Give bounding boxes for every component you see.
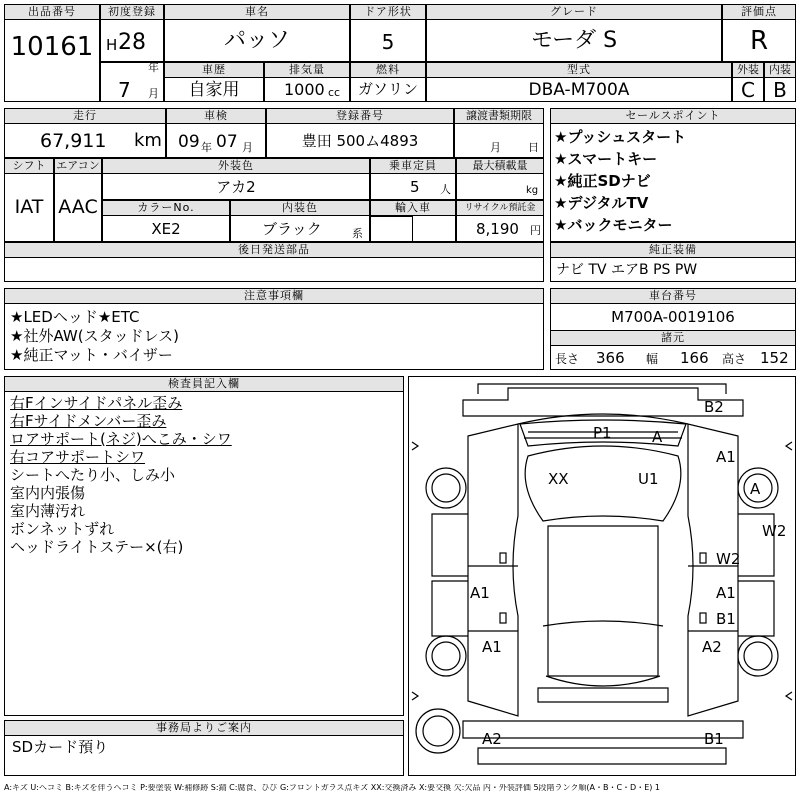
mark-a-wheel: A bbox=[750, 480, 761, 498]
max-load-label: 最大積載量 bbox=[456, 158, 544, 174]
cautions-label: 注意事項欄 bbox=[4, 288, 544, 304]
inspector-note: 右コアサポートシワ bbox=[10, 448, 146, 466]
ext-color: アカ2 bbox=[216, 178, 256, 196]
ac-label: エアコン bbox=[54, 158, 102, 174]
inspector-note: 右Fサイドメンバー歪み bbox=[10, 412, 167, 430]
inspection-year-unit: 年 bbox=[201, 141, 212, 154]
equipment-label: 純正装備 bbox=[550, 242, 796, 258]
first-registration-label: 初度登録 bbox=[100, 4, 164, 20]
width: 166 bbox=[680, 349, 709, 367]
sales-point-item: ★プッシュスタート bbox=[554, 128, 687, 146]
grade: モーダ S bbox=[530, 28, 618, 53]
legend: A:キズ U:ヘコミ B:キズを伴うヘコミ P:要塗装 W:補修跡 S:錆 C:腐食、ひび G:フロントガラス点キズ XX:交換済み X:要交換 欠:欠品 内・外装評価 5段階ランク順(A・B・C・D・E) 1 bbox=[4, 784, 661, 792]
displacement-unit: cc bbox=[328, 86, 341, 99]
sales-point-item: ★デジタルTV bbox=[554, 194, 649, 212]
inspection-year: 09 bbox=[178, 132, 200, 152]
car-name-label: 車名 bbox=[164, 4, 350, 20]
mark-xx: XX bbox=[548, 470, 569, 488]
width-label: 幅 bbox=[646, 352, 659, 366]
inspection-month-unit: 月 bbox=[242, 141, 253, 154]
score: R bbox=[749, 26, 769, 56]
lot-number-label: 出品番号 bbox=[4, 4, 100, 20]
recycle-amount: 8,190 bbox=[476, 220, 519, 238]
inspector-note: 右Fインサイドパネル歪み bbox=[10, 394, 183, 412]
int-color-unit: 系 bbox=[352, 227, 363, 240]
displacement-label: 排気量 bbox=[264, 62, 350, 78]
sales-point-item: ★純正SDナビ bbox=[554, 172, 651, 190]
first-reg-year: 28 bbox=[118, 30, 146, 55]
caution-item: ★LEDヘッド★ETC bbox=[10, 308, 140, 326]
mark-a1-right-door: A1 bbox=[716, 584, 736, 602]
ext-grade-label: 外装 bbox=[732, 62, 764, 78]
spec-label: 諸元 bbox=[550, 330, 796, 346]
era: H bbox=[106, 36, 118, 54]
score-label: 評価点 bbox=[722, 4, 796, 20]
chassis-label: 車台番号 bbox=[550, 288, 796, 304]
mark-b1-bottom: B1 bbox=[704, 730, 724, 748]
length: 366 bbox=[596, 349, 625, 367]
mark-u1: U1 bbox=[638, 470, 659, 488]
sales-points-label: セールスポイント bbox=[550, 108, 796, 124]
inspector-note: 室内薄汚れ bbox=[10, 502, 86, 520]
sales-points-list bbox=[554, 130, 794, 240]
lot-number: 10161 bbox=[10, 32, 94, 62]
mark-w2-door: W2 bbox=[716, 550, 741, 568]
model: DBA-M700A bbox=[528, 80, 630, 100]
mark-b2-top: B2 bbox=[704, 398, 724, 416]
inspection-label: 車検 bbox=[166, 108, 266, 124]
mileage-label: 走行 bbox=[4, 108, 166, 124]
mark-a2-bottom: A2 bbox=[482, 730, 502, 748]
inspector-note: ボンネットずれ bbox=[10, 520, 115, 538]
sales-point-item: ★スマートキー bbox=[554, 150, 658, 168]
capacity-label: 乗車定員 bbox=[370, 158, 456, 174]
month-unit: 月 bbox=[148, 87, 159, 100]
mark-a2-right-rear: A2 bbox=[702, 638, 722, 656]
displacement: 1000 bbox=[284, 80, 325, 99]
transfer-month-unit: 月 bbox=[490, 141, 501, 154]
fuel: ガソリン bbox=[357, 80, 418, 98]
plate: 豊田 500ム4893 bbox=[301, 132, 419, 150]
car-name: パッソ bbox=[223, 28, 290, 53]
ext-color-label: 外装色 bbox=[102, 158, 370, 174]
mark-a1-left-door: A1 bbox=[470, 584, 490, 602]
year-unit: 年 bbox=[148, 61, 159, 74]
color-no-label: カラーNo. bbox=[102, 200, 230, 216]
length-label: 長さ bbox=[555, 352, 580, 366]
int-color-label: 内装色 bbox=[230, 200, 370, 216]
capacity: 5 bbox=[410, 178, 420, 196]
inspector-label: 検査員記入欄 bbox=[4, 376, 404, 392]
car-damage-diagram bbox=[408, 376, 796, 776]
int-grade-label: 内装 bbox=[764, 62, 796, 78]
fuel-label: 燃料 bbox=[350, 62, 426, 78]
later-parts-label: 後日発送部品 bbox=[4, 242, 544, 258]
equipment-value: ナビ TV エアB PS PW bbox=[556, 262, 698, 278]
mark-w2-fender: W2 bbox=[762, 522, 787, 540]
mark-a-windshield: A bbox=[652, 428, 663, 446]
inspector-note: 室内内張傷 bbox=[10, 484, 86, 502]
grade-label: グレード bbox=[426, 4, 722, 20]
sales-point-item: ★バックモニター bbox=[554, 216, 673, 234]
mileage-unit: km bbox=[134, 130, 162, 151]
caution-item: ★純正マット・バイザー bbox=[10, 346, 173, 364]
transfer-label: 譲渡書類期限 bbox=[454, 108, 544, 124]
import-label: 輸入車 bbox=[370, 200, 456, 216]
plate-label: 登録番号 bbox=[266, 108, 454, 124]
history: 自家用 bbox=[188, 80, 240, 100]
mark-a1-left-rear: A1 bbox=[482, 638, 502, 656]
inspection-month: 07 bbox=[216, 132, 238, 152]
shift-label: シフト bbox=[4, 158, 54, 174]
history-label: 車歴 bbox=[164, 62, 264, 78]
color-no: XE2 bbox=[151, 220, 181, 238]
chassis-number: M700A-0019106 bbox=[611, 308, 735, 326]
int-grade: B bbox=[773, 78, 787, 102]
height-label: 高さ bbox=[722, 352, 747, 366]
office-label: 事務局よりご案内 bbox=[4, 720, 404, 736]
office-note: SDカード預り bbox=[12, 738, 109, 756]
caution-item: ★社外AW(スタッドレス) bbox=[10, 327, 179, 345]
first-reg-month: 7 bbox=[118, 78, 131, 102]
inspector-note: ロアサポート(ネジ)へこみ・シワ bbox=[10, 430, 232, 448]
shift: IAT bbox=[14, 196, 44, 218]
import-checkbox-left bbox=[370, 216, 413, 242]
mark-b1-right-door: B1 bbox=[716, 610, 736, 628]
model-label: 型式 bbox=[426, 62, 732, 78]
door-count: 5 bbox=[381, 30, 395, 54]
ext-grade: C bbox=[741, 78, 755, 102]
inspector-note: ヘッドライトステー×(右) bbox=[10, 538, 184, 556]
recycle-unit: 円 bbox=[530, 224, 541, 237]
mileage: 67,911 bbox=[40, 130, 107, 152]
int-color: ブラック bbox=[262, 220, 322, 238]
transfer-day-unit: 日 bbox=[528, 141, 539, 154]
door-label: ドア形状 bbox=[350, 4, 426, 20]
max-load-unit: kg bbox=[526, 185, 539, 196]
mark-p1: P1 bbox=[593, 424, 612, 442]
ac: AAC bbox=[58, 196, 98, 218]
height: 152 bbox=[760, 349, 789, 367]
recycle-label: リサイクル預託金 bbox=[456, 200, 544, 216]
inspector-note: シートへたり小、しみ小 bbox=[10, 466, 176, 484]
mark-a1-front-right: A1 bbox=[716, 448, 736, 466]
capacity-unit: 人 bbox=[440, 183, 451, 196]
